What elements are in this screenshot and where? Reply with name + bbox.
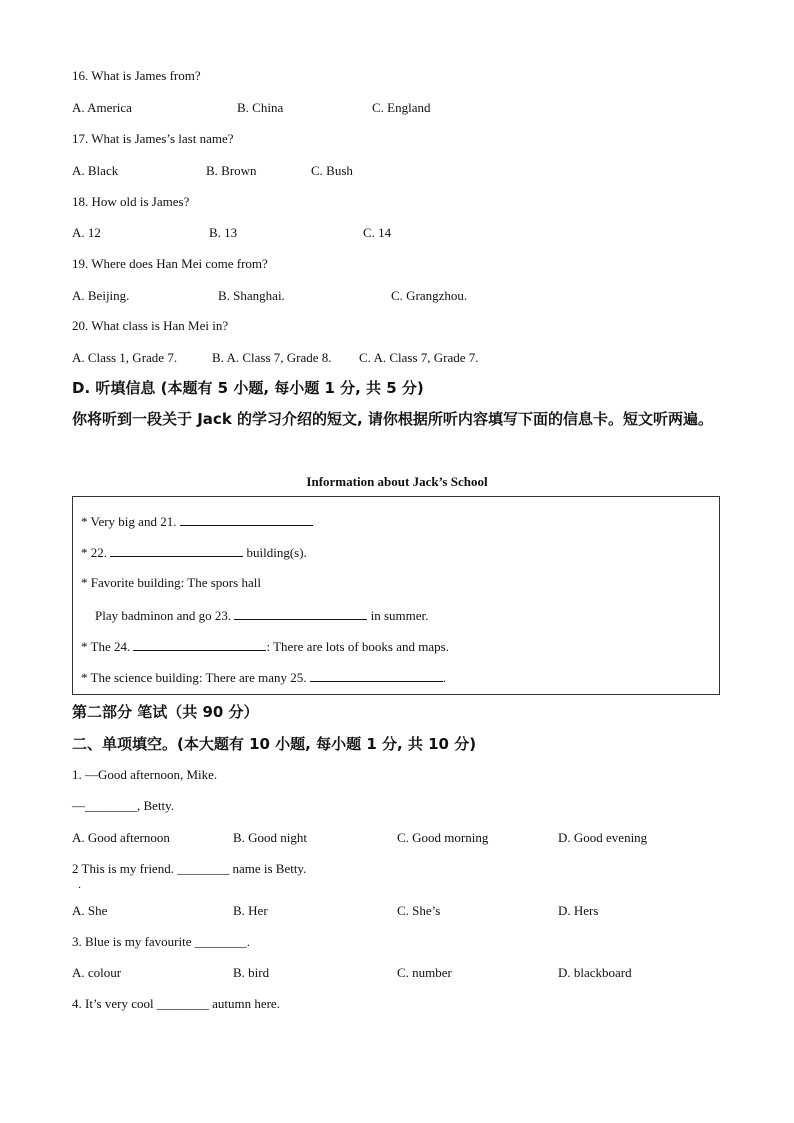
info-row-25-suffix: . bbox=[442, 670, 447, 685]
info-row-favorite: * Favorite building: The spors hall bbox=[81, 575, 261, 590]
q20-option-b: B. A. Class 7, Grade 8. bbox=[212, 350, 332, 365]
info-row-21-label: * Very big and 21. bbox=[81, 514, 180, 529]
q17-option-c: C. Bush bbox=[311, 163, 353, 178]
grammar-q1-option-a: A. Good afternoon bbox=[72, 830, 170, 845]
question-19: 19. Where does Han Mei come from? bbox=[72, 256, 268, 271]
grammar-q2-question: 2 This is my friend. ________ name is Betty. bbox=[72, 861, 307, 876]
q17-option-a: A. Black bbox=[72, 163, 119, 178]
info-row-23 bbox=[95, 607, 428, 624]
grammar-q1-line1: 1. —Good afternoon, Mike. bbox=[72, 767, 218, 782]
grammar-q3-option-d: D. blackboard bbox=[558, 965, 632, 980]
question-20: 20. What class is Han Mei in? bbox=[72, 318, 229, 333]
grammar-q2-option-c: C. She’s bbox=[397, 903, 441, 918]
grammar-q2-dot: ． bbox=[78, 880, 88, 891]
q20-option-c: C. A. Class 7, Grade 7. bbox=[359, 350, 479, 365]
question-17: 17. What is James’s last name? bbox=[72, 131, 234, 146]
grammar-q3-option-b: B. bird bbox=[233, 965, 270, 980]
q18-option-a: A. 12 bbox=[72, 225, 101, 240]
grammar-q1-line2: —________, Betty. bbox=[72, 798, 175, 813]
blank-21[interactable] bbox=[180, 513, 313, 526]
q19-option-c: C. Grangzhou. bbox=[391, 288, 468, 303]
info-row-21 bbox=[81, 513, 313, 530]
info-row-24-suffix: : There are lots of books and maps. bbox=[266, 639, 449, 654]
q16-option-b: B. China bbox=[237, 100, 284, 115]
info-row-24-label: * The 24. bbox=[81, 639, 134, 654]
blank-23[interactable] bbox=[234, 607, 367, 620]
question-16: 16. What is James from? bbox=[72, 68, 201, 83]
grammar-q2-option-b: B. Her bbox=[233, 903, 268, 918]
info-row-22 bbox=[81, 544, 307, 561]
q19-option-a: A. Beijing. bbox=[72, 288, 130, 303]
info-row-25 bbox=[81, 669, 446, 686]
info-row-23-label: Play badminon and go 23. bbox=[95, 608, 235, 623]
question-18: 18. How old is James? bbox=[72, 194, 190, 209]
grammar-q1-option-d: D. Good evening bbox=[558, 830, 648, 845]
q17-option-b: B. Brown bbox=[206, 163, 257, 178]
grammar-q4-question: 4. It’s very cool ________ autumn here. bbox=[72, 996, 280, 1011]
q18-option-c: C. 14 bbox=[363, 225, 392, 240]
grammar-q2-option-d: D. Hers bbox=[558, 903, 599, 918]
q16-option-a: A. America bbox=[72, 100, 132, 115]
blank-25[interactable] bbox=[310, 669, 443, 682]
grammar-q3-option-a: A. colour bbox=[72, 965, 122, 980]
info-card bbox=[72, 496, 720, 695]
blank-22[interactable] bbox=[110, 544, 243, 557]
q16-option-c: C. England bbox=[372, 100, 431, 115]
info-row-22-suffix: building(s). bbox=[243, 545, 307, 560]
section-d-instruction: 你将听到一段关于 Jack 的学习介绍的短文, 请你根据所听内容填写下面的信息卡。短文听两遍。 bbox=[72, 410, 713, 428]
blank-24[interactable] bbox=[133, 638, 266, 651]
info-row-25-label: * The science building: There are many 25. bbox=[81, 670, 310, 685]
info-row-23-suffix: in summer. bbox=[367, 608, 429, 623]
grammar-q1-option-b: B. Good night bbox=[233, 830, 308, 845]
grammar-section-heading: 二、单项填空。(本大题有 10 小题, 每小题 1 分, 共 10 分) bbox=[72, 735, 477, 753]
info-row-22-label: * 22. bbox=[81, 545, 111, 560]
grammar-q3-option-c: C. number bbox=[397, 965, 452, 980]
grammar-q3-question: 3. Blue is my favourite ________. bbox=[72, 934, 251, 949]
info-row-24 bbox=[81, 638, 449, 655]
grammar-q2-option-a: A. She bbox=[72, 903, 108, 918]
q18-option-b: B. 13 bbox=[209, 225, 238, 240]
q19-option-b: B. Shanghai. bbox=[218, 288, 285, 303]
grammar-q1-option-c: C. Good morning bbox=[397, 830, 489, 845]
part-2-heading: 第二部分 笔试（共 90 分） bbox=[72, 703, 259, 721]
info-card-title: Information about Jack’s School bbox=[306, 474, 488, 489]
q20-option-a: A. Class 1, Grade 7. bbox=[72, 350, 178, 365]
section-d-heading: D. 听填信息 (本题有 5 小题, 每小题 1 分, 共 5 分) bbox=[72, 379, 424, 397]
